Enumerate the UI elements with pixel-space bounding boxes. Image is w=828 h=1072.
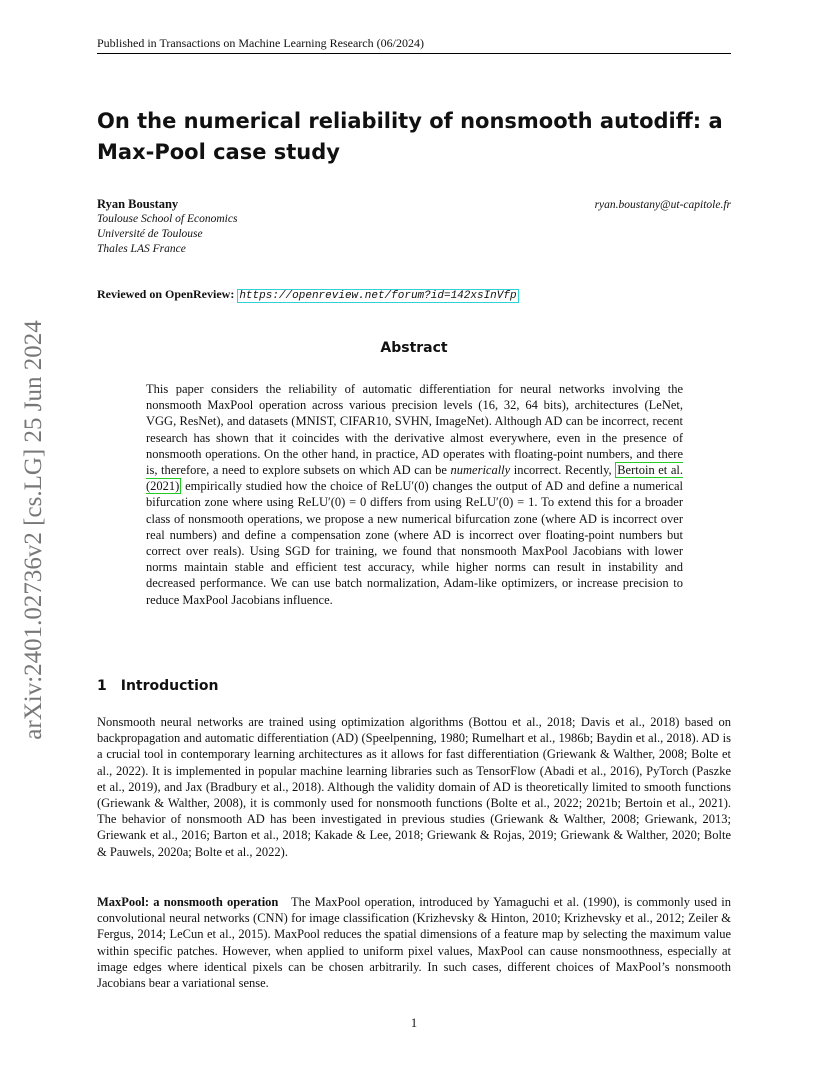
openreview-link[interactable]: https://openreview.net/forum?id=142xsInVfp bbox=[239, 290, 517, 302]
abstract-text-3: empirically studied how the choice of ReLU′(0) changes the output of AD and define a numerical bifurcation zone where using ReLU′(0) = 0 differs from using ReLU′(0) = 1. To extend this for a broader class of nonsmooth operations, we propose a new numerical bifurcation zone (where AD is incorrect over real numbers) and define a compensation zone (where AD is incorrect over floating-point numbers but correct over reals). Using SGD for training, we found that nonsmooth MaxPool Jacobians with lower norms maintain stable and efficient test accuracy, while higher norms can result in instability and decreased performance. We can use batch normalization, Adam-like optimizers, or increase precision to reduce MaxPool Jacobians influence. bbox=[146, 479, 683, 607]
maxpool-text: The MaxPool operation, introduced by Yamaguchi et al. (1990), is commonly used in convolutional neural networks (CNN) for image classification (Krizhevsky & Hinton, 2010; Krizhevsky et al., 2012; Zeiler & Fergus, 2014; LeCun et al., 2015). MaxPool reduces the spatial dimensions of a feature map by selecting the maximum value within specific patches. However, when applied to uniform pixel values, MaxPool can cause nonsmoothness, especially at image edges where identical pixels can be chosen arbitrarily. In such cases, different choices of MaxPool’s nonsmooth Jacobians bear a variational sense. bbox=[97, 895, 732, 991]
section-number: 1 bbox=[97, 678, 107, 694]
page-number: 1 bbox=[410, 1016, 418, 1030]
section-heading bbox=[97, 678, 219, 694]
citation-link[interactable]: Bertoin et al. (2021) bbox=[146, 463, 683, 494]
section-title: Introduction bbox=[120, 678, 219, 694]
review-line bbox=[97, 287, 519, 302]
header-rule bbox=[97, 53, 731, 54]
abstract-body bbox=[146, 381, 683, 608]
author-email[interactable]: ryan.boustany@ut-capitole.fr bbox=[594, 199, 731, 211]
maxpool-heading: MaxPool: a nonsmooth operation bbox=[97, 895, 279, 909]
paper-title: On the numerical reliability of nonsmooth autodiff: a Max-Pool case study bbox=[97, 109, 723, 164]
review-label: Reviewed on OpenReview: bbox=[97, 287, 235, 301]
abstract-heading: Abstract bbox=[380, 340, 448, 356]
affiliation-3: Thales LAS France bbox=[97, 243, 186, 255]
abstract-text-1: This paper considers the reliability of automatic differentiation for neural networks involving the nonsmooth MaxPool operation across various precision levels (16, 32, 64 bits), architectures (LeNet, VGG, ResNet), and datasets (MNIST, CIFAR10, SVHN, ImageNet). Although AD can be incorrect, recent research has shown that it coincides with the derivative almost everywhere, even in the presence of nonsmooth operations. On the other hand, in practice, AD operates with floating-point numbers, and there is, therefore, a need to explore subsets on which AD can be bbox=[146, 382, 683, 478]
affiliation-1: Toulouse School of Economics bbox=[97, 213, 238, 225]
intro-paragraph: Nonsmooth neural networks are trained using optimization algorithms (Bottou et al., 2018; Davis et al., 2018) based on backpropagation and automatic differentiation (AD) (Speelpenning, 1980; Rumelhart et al., 1986b; Baydin et al., 2018). AD is a crucial tool in contemporary learning architectures as it allows for fast differentiation (Griewank & Walther, 2008; Bolte et al., 2022). It is implemented in popular machine learning libraries such as TensorFlow (Abadi et al., 2016), PyTorch (Paszke et al., 2019), and Jax (Bradbury et al., 2018). Although the validity domain of AD is theoretically limited to smooth functions (Griewank & Walther, 2008), it is commonly used for nonsmooth functions (Bolte et al., 2022; 2021b; Bertoin et al., 2021). The behavior of nonsmooth AD has been investigated in previous studies (Griewank & Walther, 2008; Griewank, 2013; Griewank et al., 2016; Barton et al., 2018; Kakade & Lee, 2018; Griewank & Rojas, 2019; Griewank & Walther, 2020; Bolte & Pauwels, 2020a; Bolte et al., 2022). bbox=[97, 715, 731, 859]
abstract-text-2: incorrect. Recently, bbox=[510, 463, 616, 478]
abstract-emphasis: numerically bbox=[450, 463, 511, 478]
maxpool-paragraph bbox=[97, 894, 731, 991]
arxiv-stamp: arXiv:2401.02736v2 [cs.LG] 25 Jun 2024 bbox=[20, 320, 47, 740]
affiliation-2: Université de Toulouse bbox=[97, 228, 203, 240]
running-header: Published in Transactions on Machine Learning Research (06/2024) bbox=[97, 36, 424, 50]
author-name: Ryan Boustany bbox=[97, 197, 179, 211]
